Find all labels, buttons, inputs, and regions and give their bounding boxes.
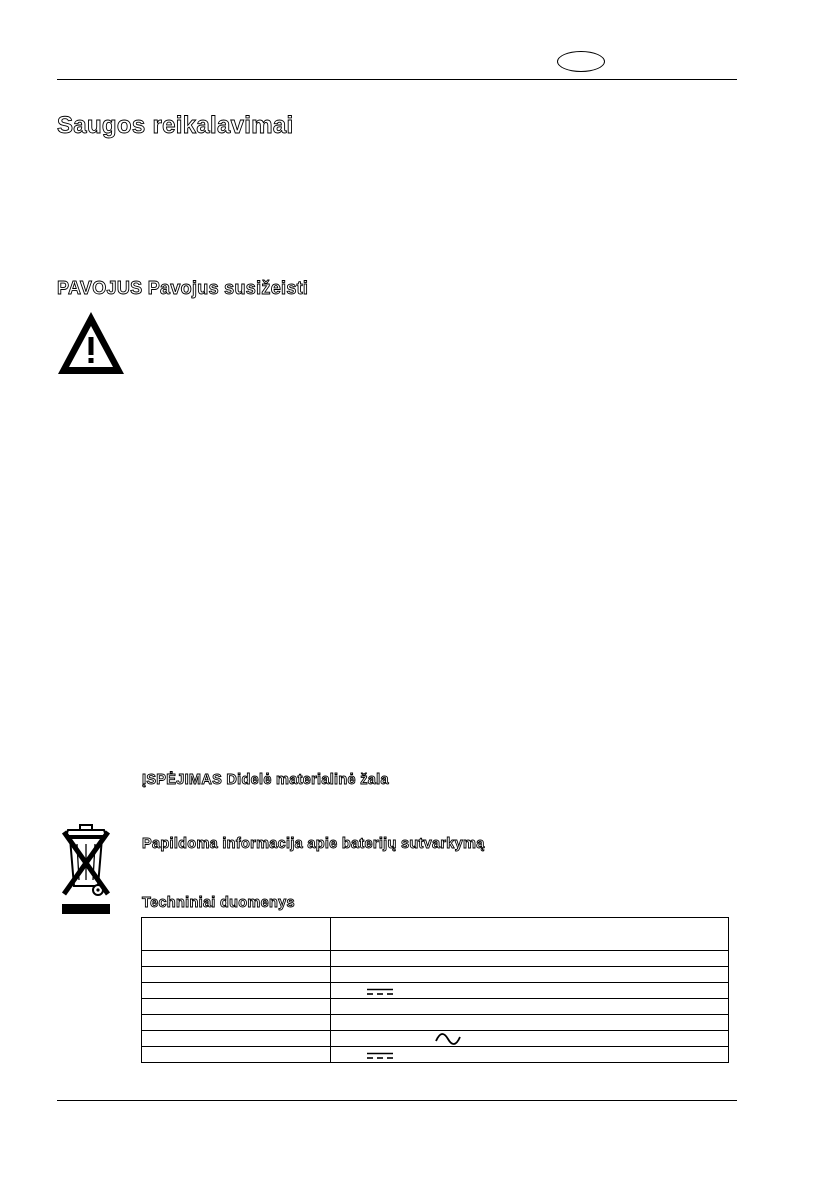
spec-value-cell: [331, 1015, 729, 1031]
footer-rule: [57, 1100, 737, 1101]
spec-value-cell: [331, 1031, 729, 1047]
table-row: [142, 999, 729, 1015]
spec-label-cell: [142, 1015, 331, 1031]
table-row: [142, 1015, 729, 1031]
spec-label-cell: [142, 1031, 331, 1047]
spec-label-cell: [142, 1047, 331, 1063]
technical-data-table: [141, 917, 729, 1063]
battery-disposal-heading: Papildoma informacija apie baterijų sutvarkymą: [142, 836, 485, 852]
table-row: [142, 918, 729, 951]
header-rule: [57, 79, 737, 80]
spec-label-cell: [142, 967, 331, 983]
ac-symbol-icon: [435, 1032, 461, 1046]
table-row: [142, 1047, 729, 1063]
spec-value-cell: [331, 951, 729, 967]
spec-value-cell: [331, 983, 729, 999]
dc-symbol-icon: [367, 987, 393, 995]
spec-value-cell: [331, 918, 729, 951]
language-badge: [557, 51, 605, 72]
spec-label-cell: [142, 918, 331, 951]
table-row: [142, 967, 729, 983]
technical-data-heading: Techniniai duomenys: [142, 895, 295, 911]
spec-label-cell: [142, 999, 331, 1015]
spec-label-cell: [142, 983, 331, 999]
spec-label-cell: [142, 951, 331, 967]
spec-value-cell: [331, 1047, 729, 1063]
danger-heading: PAVOJUS Pavojus susižeisti: [57, 278, 309, 298]
safety-heading: Saugos reikalavimai: [57, 112, 294, 139]
table-row: [142, 1031, 729, 1047]
warning-heading: ĮSPĖJIMAS Didelė materialinė žala: [142, 772, 389, 788]
spec-value-cell: [331, 967, 729, 983]
crossed-out-wheelie-bin-icon: [60, 820, 112, 916]
table-row: [142, 983, 729, 999]
spec-value-cell: [331, 999, 729, 1015]
table-row: [142, 951, 729, 967]
dc-symbol-icon: [367, 1051, 393, 1059]
warning-triangle-icon: [56, 309, 126, 377]
